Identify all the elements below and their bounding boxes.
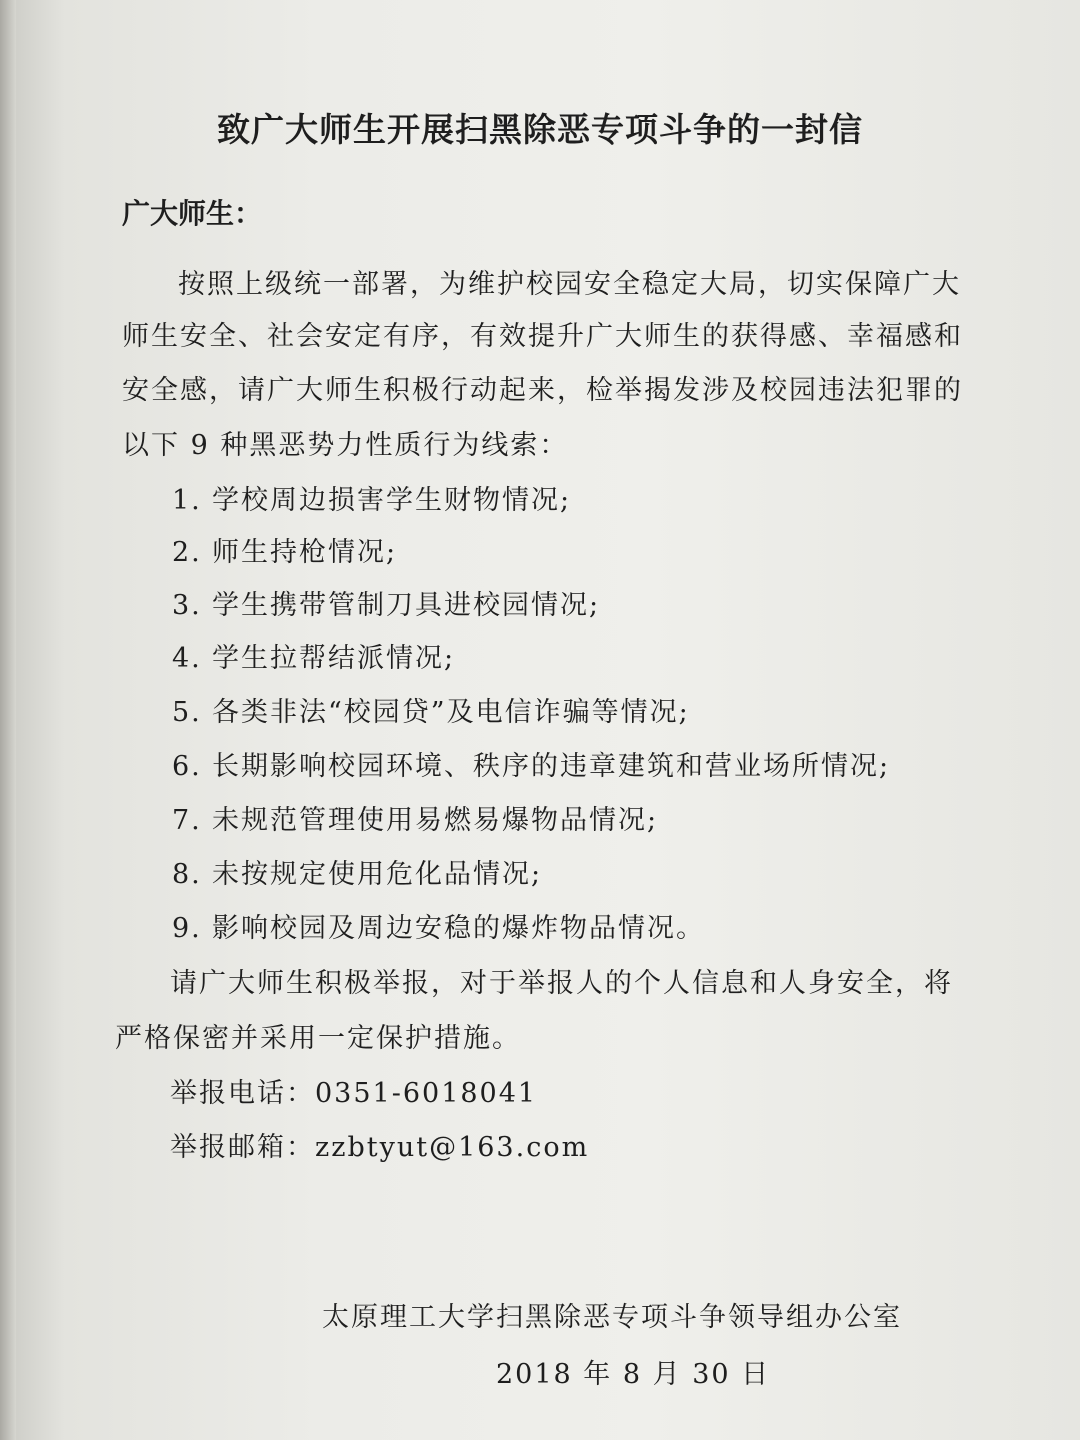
list-item-text: 学生携带管制刀具进校园情况; (212, 590, 601, 621)
intro-line: 师生安全、社会安定有序，有效提升广大师生的获得感、幸福感和 (122, 321, 963, 352)
list-item-number: 8. (172, 859, 202, 890)
list-item (172, 798, 658, 837)
list-item-text: 长期影响校园环境、秩序的违章建筑和营业场所情况; (212, 751, 891, 782)
list-item-number: 3. (172, 590, 202, 621)
list-item-text: 师生持枪情况; (212, 537, 398, 568)
closing-line: 请广大师生积极举报，对于举报人的个人信息和人身安全，将 (170, 968, 953, 999)
list-item-number: 4. (172, 643, 202, 674)
page-fold-shadow (0, 0, 16, 1440)
list-item-text: 影响校园及周边安稳的爆炸物品情况。 (212, 913, 705, 944)
signature-date: 2018 年 8 月 30 日 (496, 1359, 771, 1390)
list-item-text: 学生拉帮结派情况; (212, 643, 456, 674)
salutation: 广大师生： (122, 197, 263, 230)
list-item-number: 5. (172, 697, 202, 728)
intro-line: 安全感，请广大师生积极行动起来，检举揭发涉及校园违法犯罪的 (122, 375, 963, 406)
list-item (172, 583, 600, 622)
list-item-text: 学校周边损害学生财物情况; (212, 485, 572, 516)
report-email: 举报邮箱：zzbtyut@163.com (170, 1132, 590, 1163)
list-item (172, 744, 890, 783)
list-item (172, 478, 571, 517)
list-item-text: 未规范管理使用易燃易爆物品情况; (212, 805, 659, 836)
letter-title: 致广大师生开展扫黑除恶专项斗争的一封信 (217, 110, 863, 149)
list-item-number: 1. (172, 485, 202, 516)
list-item-text: 各类非法“校园贷”及电信诈骗等情况; (212, 697, 690, 728)
intro-line: 以下 9 种黑恶势力性质行为线索： (122, 430, 569, 461)
list-item-number: 2. (172, 537, 202, 568)
list-item (172, 690, 690, 729)
list-item (172, 906, 705, 945)
list-item (172, 530, 397, 569)
closing-line: 严格保密并采用一定保护措施。 (115, 1023, 521, 1054)
signature-office: 太原理工大学扫黑除恶专项斗争领导组办公室 (322, 1302, 902, 1333)
list-item-number: 9. (172, 913, 202, 944)
report-phone: 举报电话：0351-6018041 (170, 1078, 538, 1109)
list-item (172, 636, 455, 675)
list-item (172, 852, 542, 891)
intro-line: 按照上级统一部署，为维护校园安全稳定大局，切实保障广大 (178, 269, 961, 300)
list-item-number: 6. (172, 751, 202, 782)
list-item-number: 7. (172, 805, 202, 836)
list-item-text: 未按规定使用危化品情况; (212, 859, 543, 890)
